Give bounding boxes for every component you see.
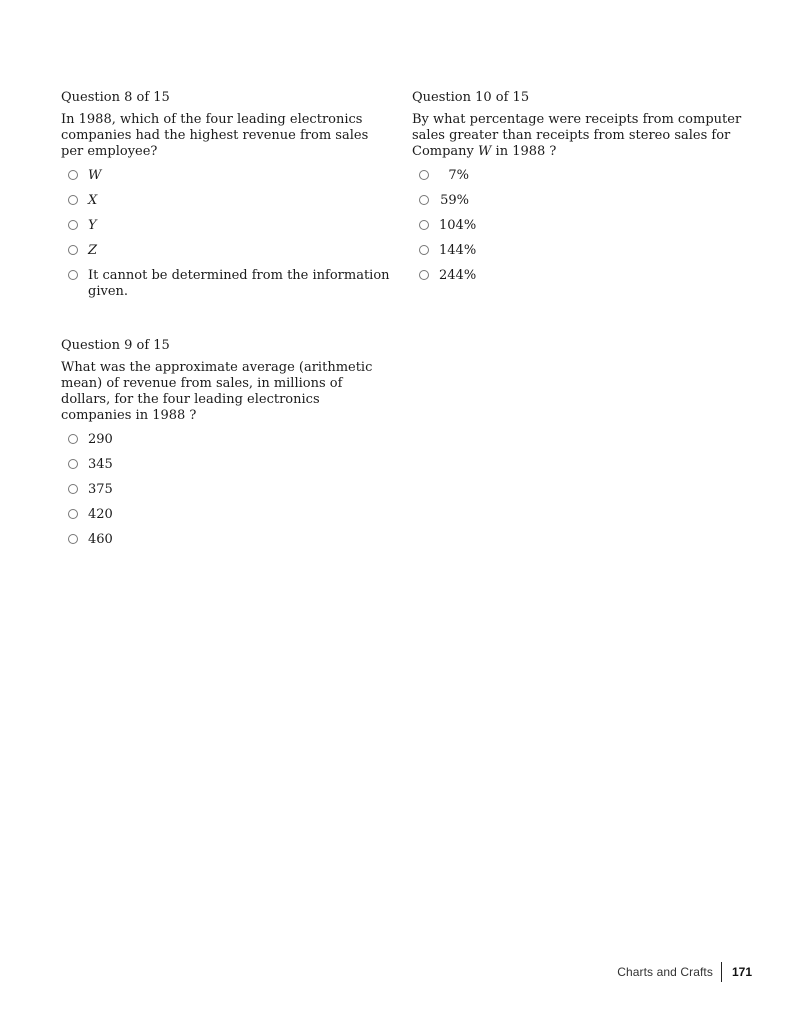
radio-button[interactable] bbox=[68, 270, 78, 280]
option-label: 244% bbox=[439, 268, 477, 283]
page-number: 171 bbox=[731, 965, 752, 979]
radio-button[interactable] bbox=[68, 170, 78, 180]
radio-button[interactable] bbox=[419, 195, 429, 205]
option-label: 420 bbox=[88, 507, 113, 522]
question-9 bbox=[61, 338, 391, 548]
radio-button[interactable] bbox=[68, 434, 78, 444]
option-label: It cannot be determined from the information given. bbox=[88, 268, 390, 299]
radio-button[interactable] bbox=[419, 245, 429, 255]
question-10-options bbox=[412, 168, 752, 284]
question-8-options bbox=[61, 168, 391, 300]
page-footer bbox=[617, 962, 752, 982]
answer-option[interactable] bbox=[61, 193, 391, 209]
option-label: 59% bbox=[440, 193, 469, 208]
radio-button[interactable] bbox=[68, 195, 78, 205]
radio-button[interactable] bbox=[68, 484, 78, 494]
option-label: 144% bbox=[439, 243, 477, 258]
answer-option[interactable] bbox=[61, 168, 391, 184]
option-label: 375 bbox=[88, 482, 113, 497]
question-8-heading: Question 8 of 15 bbox=[61, 90, 170, 105]
radio-button[interactable] bbox=[68, 220, 78, 230]
answer-option[interactable] bbox=[61, 532, 391, 548]
question-10-company: W bbox=[478, 144, 492, 159]
radio-button[interactable] bbox=[68, 245, 78, 255]
question-10-text-end: in 1988 ? bbox=[491, 144, 557, 159]
question-9-text: What was the approximate average (arithmetic mean) of revenue from sales, in millions of dollars, for the four leading electronics companies in 1988 ? bbox=[61, 360, 373, 423]
radio-button[interactable] bbox=[68, 534, 78, 544]
answer-option[interactable] bbox=[61, 507, 391, 523]
radio-button[interactable] bbox=[68, 509, 78, 519]
question-8 bbox=[61, 90, 391, 300]
answer-option[interactable] bbox=[61, 457, 391, 473]
answer-option[interactable] bbox=[412, 218, 752, 234]
question-10-text-start: By what percentage were receipts from computer sales greater than receipts from stereo sales for Company bbox=[412, 112, 742, 159]
option-label: X bbox=[88, 193, 98, 208]
question-9-heading: Question 9 of 15 bbox=[61, 338, 170, 353]
question-10-text bbox=[412, 112, 752, 160]
footer-divider bbox=[721, 962, 722, 982]
option-label: 460 bbox=[88, 532, 113, 547]
answer-option[interactable] bbox=[412, 268, 752, 284]
option-label: 345 bbox=[88, 457, 113, 472]
answer-option[interactable] bbox=[412, 168, 752, 184]
answer-option[interactable] bbox=[61, 243, 391, 259]
footer-book-title: Charts and Crafts bbox=[617, 965, 713, 979]
answer-option[interactable] bbox=[412, 243, 752, 259]
option-label: 290 bbox=[88, 432, 113, 447]
answer-option[interactable] bbox=[61, 432, 391, 448]
answer-option[interactable] bbox=[61, 482, 391, 498]
option-label: 7% bbox=[448, 168, 469, 183]
radio-button[interactable] bbox=[419, 270, 429, 280]
left-column bbox=[61, 90, 391, 586]
radio-button[interactable] bbox=[68, 459, 78, 469]
question-8-text: In 1988, which of the four leading electronics companies had the highest revenue from sales per employee? bbox=[61, 112, 369, 159]
radio-button[interactable] bbox=[419, 170, 429, 180]
question-10 bbox=[412, 90, 752, 284]
radio-button[interactable] bbox=[419, 220, 429, 230]
answer-option[interactable] bbox=[61, 218, 391, 234]
right-column bbox=[412, 90, 752, 322]
question-10-heading: Question 10 of 15 bbox=[412, 90, 530, 105]
option-label: Y bbox=[88, 218, 97, 233]
question-9-options bbox=[61, 432, 391, 548]
answer-option[interactable] bbox=[61, 268, 391, 300]
option-label: 104% bbox=[439, 218, 477, 233]
option-label: W bbox=[88, 168, 102, 183]
option-label: Z bbox=[88, 243, 98, 258]
answer-option[interactable] bbox=[412, 193, 752, 209]
